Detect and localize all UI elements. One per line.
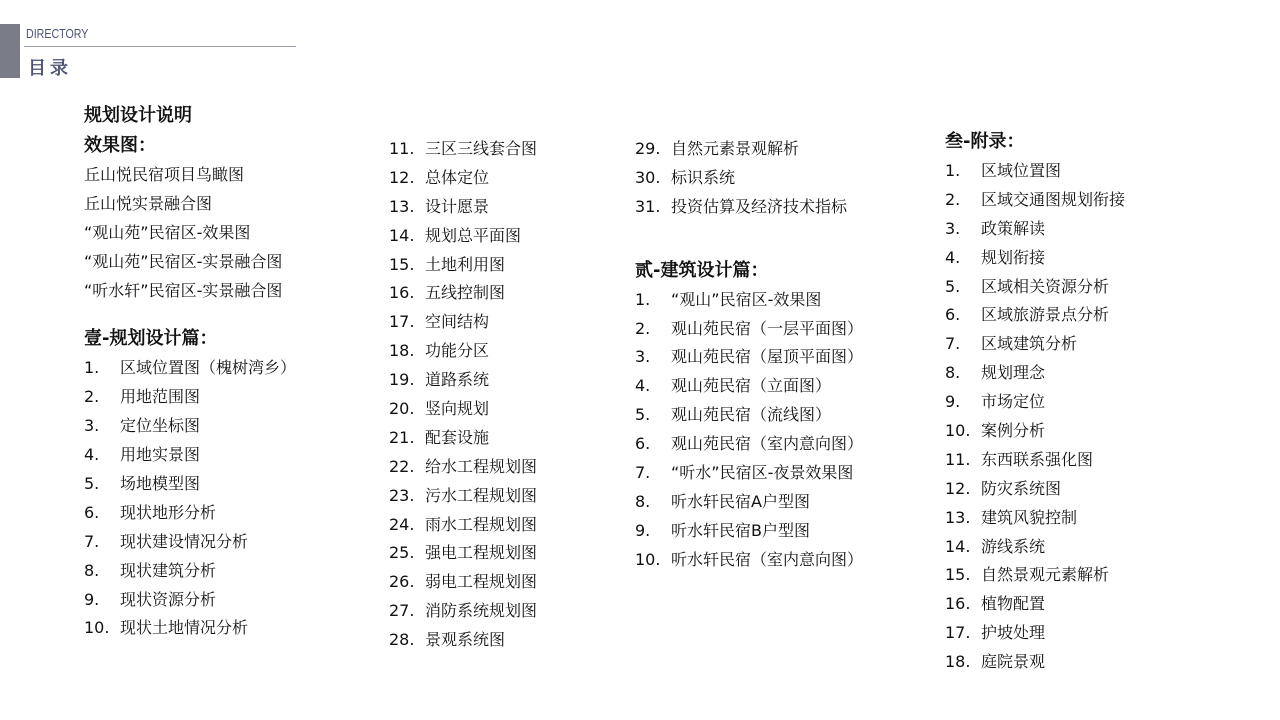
toc-entry-number: 16. xyxy=(389,283,415,303)
toc-entry[interactable] xyxy=(389,193,629,222)
toc-entry-number: 27. xyxy=(389,601,415,621)
toc-entry-title: 自然景观元素解析 xyxy=(981,565,1110,585)
toc-entry-number: 29. xyxy=(635,139,661,158)
toc-entry-title: 现状土地情况分析 xyxy=(120,618,249,638)
toc-entry-title: 区域旅游景点分析 xyxy=(981,305,1110,325)
toc-entry-number: 25. xyxy=(389,543,415,563)
toc-entry[interactable] xyxy=(389,135,629,164)
toc-entry-title: “听水”民宿区-夜景效果图 xyxy=(671,463,854,483)
toc-entry-number: 8. xyxy=(945,363,961,383)
toc-entry-number: 18. xyxy=(945,652,971,672)
toc-entry-title: 东西联系强化图 xyxy=(981,449,1094,469)
toc-entry[interactable] xyxy=(945,388,1265,417)
toc-entry-title: 五线控制图 xyxy=(425,283,506,303)
toc-entry[interactable] xyxy=(389,511,629,540)
toc-entry-title: 现状资源分析 xyxy=(120,589,217,609)
toc-entry-number: 1. xyxy=(635,289,651,309)
toc-entry-title: 投资估算及经济技术指标 xyxy=(671,196,848,216)
toc-entry-title: 定位坐标图 xyxy=(120,416,201,436)
toc-entry[interactable] xyxy=(84,528,374,557)
toc-entry-number: 8. xyxy=(84,560,100,580)
toc-column-4 xyxy=(945,127,1265,677)
toc-entry-title: 植物配置 xyxy=(981,594,1046,614)
toc-entry[interactable] xyxy=(945,157,1265,186)
toc-entry-title: 道路系统 xyxy=(425,370,490,390)
toc-entry[interactable] xyxy=(945,186,1265,215)
toc-entry-number: 2. xyxy=(84,387,100,407)
toc-entry[interactable] xyxy=(389,251,629,280)
toc-entry-title: 区域位置图 xyxy=(981,161,1062,180)
toc-entry-title: 听水轩民宿A户型图 xyxy=(671,491,810,511)
toc-entry-number: 22. xyxy=(389,456,415,476)
toc-entry-title: 雨水工程规划图 xyxy=(425,514,538,534)
toc-entry-number: 13. xyxy=(389,196,415,216)
toc-entry-number: 11. xyxy=(945,449,971,469)
header-accent-bar xyxy=(0,24,20,78)
spacer xyxy=(84,305,374,324)
toc-entry-number: 2. xyxy=(635,318,651,338)
toc-entry[interactable] xyxy=(945,417,1265,446)
toc-entry-number: 6. xyxy=(84,502,100,522)
toc-entry[interactable] xyxy=(635,517,925,546)
toc-entry[interactable] xyxy=(389,597,629,626)
toc-entry[interactable] xyxy=(635,372,925,401)
toc-entry-number: 1. xyxy=(945,161,961,180)
toc-entry-title: 景观系统图 xyxy=(425,630,506,650)
toc-entry[interactable] xyxy=(389,568,629,597)
toc-entry-number: 1. xyxy=(84,358,100,378)
toc-entry[interactable] xyxy=(84,586,374,615)
toc-entry-title: 庭院景观 xyxy=(981,652,1046,672)
header-english-title: DIRECTORY xyxy=(26,26,89,41)
toc-entry[interactable] xyxy=(389,482,629,511)
toc-entry-number: 14. xyxy=(389,225,415,245)
toc-entry-number: 2. xyxy=(945,189,961,209)
toc-entry-title: 消防系统规划图 xyxy=(425,601,538,621)
toc-entry-title: 强电工程规划图 xyxy=(425,543,538,563)
toc-entry-number: 15. xyxy=(389,254,415,274)
effects-heading: 效果图： xyxy=(84,135,156,156)
toc-entry[interactable] xyxy=(945,273,1265,302)
toc-entry[interactable] xyxy=(84,470,374,499)
toc-entry-title: 规划总平面图 xyxy=(425,225,522,245)
effects-item[interactable]: “观山苑”民宿区-实景融合图 xyxy=(84,251,283,271)
toc-entry-title: 防灾系统图 xyxy=(981,478,1062,498)
toc-entry[interactable] xyxy=(635,401,925,430)
toc-entry[interactable] xyxy=(84,354,374,383)
toc-entry-title: “观山”民宿区-效果图 xyxy=(671,289,822,309)
toc-entry-number: 3. xyxy=(84,416,100,436)
toc-entry[interactable] xyxy=(84,441,374,470)
directory-header xyxy=(0,24,300,80)
effects-item[interactable]: “听水轩”民宿区-实景融合图 xyxy=(84,280,283,300)
toc-entry-number: 23. xyxy=(389,485,415,505)
toc-entry-title: 用地范围图 xyxy=(120,387,201,407)
toc-entry-number: 3. xyxy=(945,218,961,238)
toc-entry-title: 区域交通图规划衔接 xyxy=(981,189,1126,209)
toc-column-2 xyxy=(389,135,629,655)
toc-entry[interactable] xyxy=(635,459,925,488)
toc-entry[interactable] xyxy=(945,215,1265,244)
toc-entry-title: 竖向规划 xyxy=(425,399,490,419)
toc-entry[interactable] xyxy=(389,279,629,308)
toc-entry[interactable] xyxy=(945,590,1265,619)
section2-heading: 贰-建筑设计篇： xyxy=(635,259,769,281)
toc-entry[interactable] xyxy=(945,475,1265,504)
toc-entry-title: 政策解读 xyxy=(981,218,1046,238)
toc-entry-number: 21. xyxy=(389,427,415,447)
toc-entry-number: 8. xyxy=(635,491,651,511)
toc-entry-number: 17. xyxy=(945,623,971,643)
toc-entry-title: 现状地形分析 xyxy=(120,502,217,522)
toc-entry-title: 观山苑民宿（室内意向图） xyxy=(671,434,864,454)
toc-entry-title: 给水工程规划图 xyxy=(425,456,538,476)
toc-entry[interactable] xyxy=(389,337,629,366)
effects-item[interactable]: 丘山悦实景融合图 xyxy=(84,193,213,213)
toc-entry-title: 市场定位 xyxy=(981,392,1046,412)
toc-entry-number: 26. xyxy=(389,572,415,592)
toc-entry-number: 9. xyxy=(635,520,651,540)
toc-entry[interactable] xyxy=(635,343,925,372)
toc-entry-title: 规划衔接 xyxy=(981,247,1046,267)
toc-entry-number: 12. xyxy=(945,478,971,498)
spacer xyxy=(635,222,925,256)
toc-entry-title: 自然元素景观解析 xyxy=(671,139,800,158)
toc-entry-title: 观山苑民宿（立面图） xyxy=(671,376,832,396)
toc-entry[interactable] xyxy=(389,453,629,482)
effects-item[interactable]: 丘山悦民宿项目鸟瞰图 xyxy=(84,165,245,184)
toc-entry-title: 弱电工程规划图 xyxy=(425,572,538,592)
toc-entry-number: 10. xyxy=(945,421,971,441)
toc-entry-title: 配套设施 xyxy=(425,427,490,447)
toc-entry-title: 观山苑民宿（一层平面图） xyxy=(671,318,864,338)
toc-entry[interactable] xyxy=(945,446,1265,475)
toc-entry-title: 土地利用图 xyxy=(425,254,506,274)
toc-entry[interactable] xyxy=(389,424,629,453)
toc-entry-number: 10. xyxy=(84,618,110,638)
toc-entry-number: 16. xyxy=(945,594,971,614)
toc-entry[interactable] xyxy=(945,561,1265,590)
toc-entry[interactable] xyxy=(635,315,925,344)
toc-entry[interactable] xyxy=(84,383,374,412)
toc-entry-number: 7. xyxy=(84,531,100,551)
toc-entry[interactable] xyxy=(635,164,925,193)
toc-entry[interactable] xyxy=(389,366,629,395)
toc-entry[interactable] xyxy=(84,557,374,586)
toc-entry-number: 19. xyxy=(389,370,415,390)
toc-entry-title: 现状建筑分析 xyxy=(120,560,217,580)
intro-title: 规划设计说明 xyxy=(84,105,192,126)
header-chinese-title: 目录 xyxy=(28,58,72,79)
toc-entry-number: 5. xyxy=(84,474,100,494)
toc-entry-number: 11. xyxy=(389,139,415,158)
toc-entry-number: 30. xyxy=(635,167,661,187)
toc-entry-title: 区域相关资源分析 xyxy=(981,276,1110,296)
toc-entry-title: 案例分析 xyxy=(981,421,1046,441)
toc-entry-number: 3. xyxy=(635,347,651,367)
section1-heading: 壹-规划设计篇： xyxy=(84,328,218,350)
toc-entry[interactable] xyxy=(635,193,925,222)
toc-entry[interactable] xyxy=(389,395,629,424)
toc-entry[interactable] xyxy=(945,244,1265,273)
toc-entry-number: 6. xyxy=(635,434,651,454)
toc-entry[interactable] xyxy=(84,499,374,528)
toc-entry[interactable] xyxy=(389,308,629,337)
toc-entry[interactable] xyxy=(945,504,1265,533)
toc-entry-title: 功能分区 xyxy=(425,341,490,361)
toc-entry-number: 7. xyxy=(635,463,651,483)
toc-entry-title: 观山苑民宿（流线图） xyxy=(671,405,832,425)
toc-entry-title: 用地实景图 xyxy=(120,445,201,465)
toc-entry-number: 10. xyxy=(635,549,661,569)
toc-entry-number: 4. xyxy=(84,445,100,465)
toc-entry-title: 建筑风貌控制 xyxy=(981,507,1078,527)
toc-entry[interactable] xyxy=(635,430,925,459)
toc-entry[interactable] xyxy=(635,488,925,517)
toc-column-1 xyxy=(84,99,374,643)
toc-entry-title: 总体定位 xyxy=(425,167,490,187)
toc-entry[interactable] xyxy=(945,359,1265,388)
toc-entry-number: 28. xyxy=(389,630,415,650)
toc-entry[interactable] xyxy=(635,135,925,164)
toc-entry[interactable] xyxy=(84,614,374,643)
toc-entry-title: 污水工程规划图 xyxy=(425,485,538,505)
toc-entry[interactable] xyxy=(389,164,629,193)
effects-item[interactable]: “观山苑”民宿区-效果图 xyxy=(84,222,251,242)
toc-entry-title: 场地模型图 xyxy=(120,474,201,494)
toc-entry-title: 听水轩民宿B户型图 xyxy=(671,520,810,540)
toc-entry[interactable] xyxy=(945,301,1265,330)
toc-entry-number: 6. xyxy=(945,305,961,325)
toc-entry-title: 标识系统 xyxy=(671,167,736,187)
toc-entry-number: 18. xyxy=(389,341,415,361)
toc-entry-title: 现状建设情况分析 xyxy=(120,531,249,551)
toc-entry-number: 24. xyxy=(389,514,415,534)
toc-column-3 xyxy=(635,135,925,575)
toc-entry[interactable] xyxy=(389,539,629,568)
toc-entry-number: 9. xyxy=(84,589,100,609)
toc-entry-number: 5. xyxy=(945,276,961,296)
toc-entry-number: 7. xyxy=(945,334,961,354)
toc-entry-title: 游线系统 xyxy=(981,536,1046,556)
toc-entry-number: 4. xyxy=(635,376,651,396)
toc-entry-number: 14. xyxy=(945,536,971,556)
toc-entry-number: 5. xyxy=(635,405,651,425)
header-divider xyxy=(24,46,296,47)
toc-entry-title: 观山苑民宿（屋顶平面图） xyxy=(671,347,864,367)
section3-heading: 叁-附录： xyxy=(945,131,1025,152)
toc-entry-title: 护坡处理 xyxy=(981,623,1046,643)
toc-entry-number: 12. xyxy=(389,167,415,187)
toc-entry-number: 15. xyxy=(945,565,971,585)
toc-entry[interactable] xyxy=(635,286,925,315)
toc-entry-title: 区域建筑分析 xyxy=(981,334,1078,354)
toc-entry-title: 空间结构 xyxy=(425,312,490,332)
toc-entry-title: 区域位置图（槐树湾乡） xyxy=(120,358,297,378)
toc-entry-title: 设计愿景 xyxy=(425,196,490,216)
toc-entry[interactable] xyxy=(389,626,629,655)
toc-entry[interactable] xyxy=(945,533,1265,562)
toc-entry-number: 20. xyxy=(389,399,415,419)
toc-entry-number: 9. xyxy=(945,392,961,412)
toc-entry[interactable] xyxy=(945,330,1265,359)
toc-entry[interactable] xyxy=(635,546,925,575)
toc-entry-title: 规划理念 xyxy=(981,363,1046,383)
toc-entry-number: 13. xyxy=(945,507,971,527)
toc-entry[interactable] xyxy=(945,648,1265,677)
toc-entry[interactable] xyxy=(84,412,374,441)
toc-entry[interactable] xyxy=(389,222,629,251)
toc-entry-number: 31. xyxy=(635,196,661,216)
toc-entry-title: 听水轩民宿（室内意向图） xyxy=(671,549,864,569)
toc-entry[interactable] xyxy=(945,619,1265,648)
toc-entry-number: 4. xyxy=(945,247,961,267)
toc-entry-title: 三区三线套合图 xyxy=(425,139,538,158)
toc-entry-number: 17. xyxy=(389,312,415,332)
